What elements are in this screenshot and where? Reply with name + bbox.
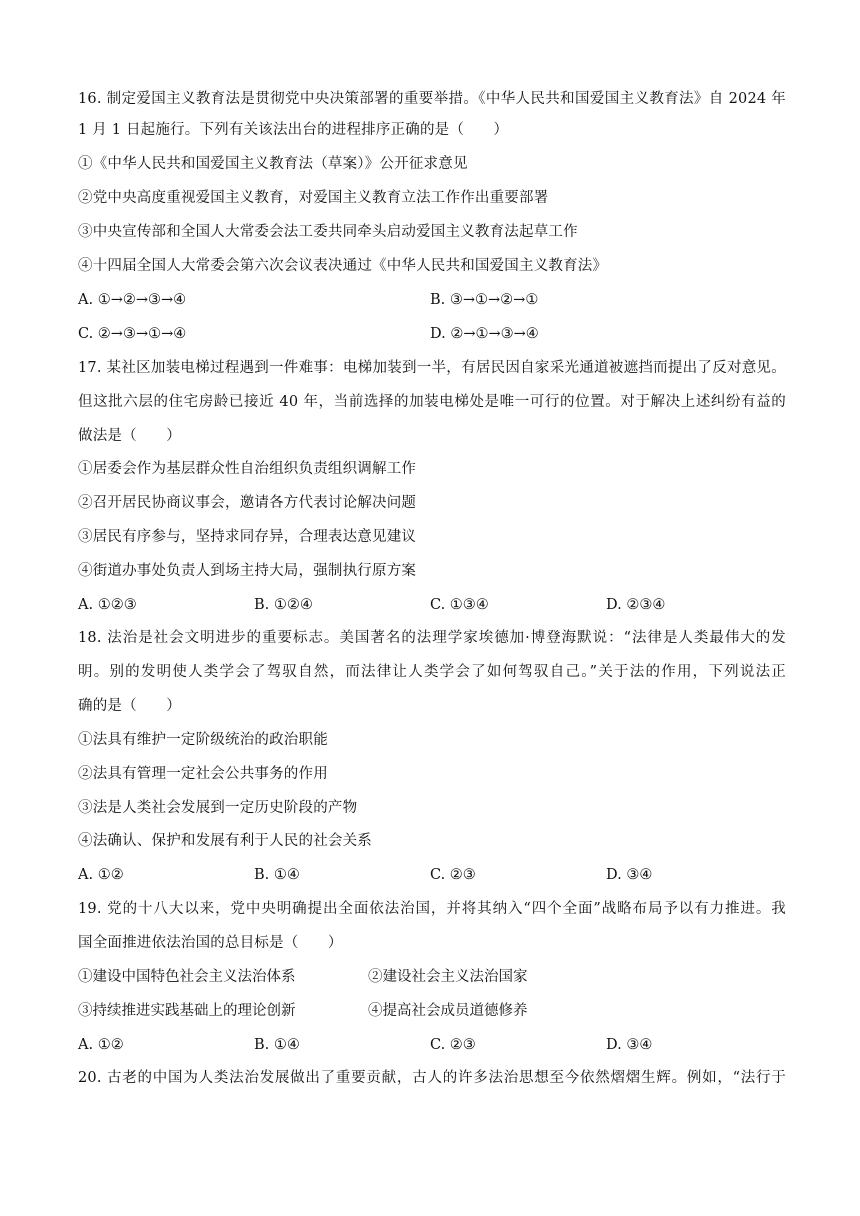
- q19-option-c: C. ②③: [430, 1037, 476, 1053]
- q16-item-2: ②党中央高度重视爱国主义教育，对爱国主义教育立法工作作出重要部署: [78, 190, 549, 206]
- q17-stem-line-3: 做法是（ ）: [78, 428, 181, 444]
- q17-option-c: C. ①③④: [430, 597, 489, 613]
- q18-stem-line-3: 确的是（ ）: [78, 698, 181, 714]
- q18-option-c: C. ②③: [430, 867, 476, 883]
- q16-item-4: ④十四届全国人大常委会第六次会议表决通过《中华人民共和国爱国主义教育法》: [78, 258, 608, 274]
- q18-item-2: ②法具有管理一定社会公共事务的作用: [78, 766, 328, 782]
- q16-option-a: A. ①→②→③→④: [78, 292, 187, 308]
- q17-stem-line-1: 17. 某社区加装电梯过程遇到一件难事：电梯加装到一半，有居民因自家采光通道被遮挡而提出了反对意见。: [78, 360, 786, 376]
- q19-item-3: ③持续推进实践基础上的理论创新: [78, 1003, 296, 1019]
- q16-option-b: B. ③→①→②→①: [430, 292, 539, 308]
- q19-item-2: ②建设社会主义法治国家: [368, 969, 528, 985]
- q16-option-c: C. ②→③→①→④: [78, 326, 187, 342]
- q18-stem-line-2: 明。别的发明使人类学会了驾驭自然，而法律让人类学会了如何驾驭自己。”关于法的作用，下列说法正: [78, 664, 786, 680]
- q17-option-b: B. ①②④: [254, 597, 313, 613]
- q19-item-1: ①建设中国特色社会主义法治体系: [78, 969, 296, 985]
- q19-stem-line-2: 国全面推进依法治国的总目标是（ ）: [78, 935, 343, 951]
- q17-item-1: ①居委会作为基层群众性自治组织负责组织调解工作: [78, 461, 417, 477]
- q19-option-a: A. ①②: [78, 1037, 124, 1053]
- q18-option-a: A. ①②: [78, 867, 124, 883]
- q16-option-d: D. ②→①→③→④: [430, 326, 539, 342]
- q17-item-4: ④街道办事处负责人到场主持大局，强制执行原方案: [78, 563, 417, 579]
- q19-stem-line-1: 19. 党的十八大以来，党中央明确提出全面依法治国，并将其纳入“四个全面”战略布局予以有力推进。我: [78, 901, 786, 917]
- q18-option-b: B. ①④: [254, 867, 300, 883]
- q17-item-2: ②召开居民协商议事会，邀请各方代表讨论解决问题: [78, 495, 417, 511]
- q17-option-a: A. ①②③: [78, 597, 137, 613]
- q16-item-3: ③中央宣传部和全国人大常委会法工委共同牵头启动爱国主义教育法起草工作: [78, 224, 578, 240]
- q18-item-3: ③法是人类社会发展到一定历史阶段的产物: [78, 800, 358, 816]
- q19-option-b: B. ①④: [254, 1037, 300, 1053]
- q17-stem-line-2: 但这批六层的住宅房龄已接近 40 年，当前选择的加装电梯处是唯一可行的位置。对于解决上述纠纷有益的: [78, 394, 786, 410]
- q18-item-1: ①法具有维护一定阶级统治的政治职能: [78, 732, 328, 748]
- q17-item-3: ③居民有序参与，坚持求同存异，合理表达意见建议: [78, 529, 417, 545]
- q16-stem-line-1: 16. 制定爱国主义教育法是贯彻党中央决策部署的重要举措。《中华人民共和国爱国主义教育法》自 2024 年: [78, 91, 786, 107]
- q20-stem-line-1: 20. 古老的中国为人类法治发展做出了重要贡献，古人的许多法治思想至今依然熠熠生辉。例如，“法行于: [78, 1070, 786, 1086]
- q17-option-d: D. ②③④: [606, 597, 666, 613]
- q19-option-d: D. ③④: [606, 1037, 653, 1053]
- q18-item-4: ④法确认、保护和发展有利于人民的社会关系: [78, 833, 372, 849]
- q19-item-4: ④提高社会成员道德修养: [368, 1003, 528, 1019]
- q18-option-d: D. ③④: [606, 867, 653, 883]
- q18-stem-line-1: 18. 法治是社会文明进步的重要标志。美国著名的法理学家埃德加·博登海默说：“法律是人类最伟大的发: [78, 630, 786, 646]
- q16-item-1: ①《中华人民共和国爱国主义教育法（草案）》公开征求意见: [78, 156, 468, 172]
- q16-stem-line-2: 1 月 1 日起施行。下列有关该法出台的进程排序正确的是（ ）: [78, 122, 509, 138]
